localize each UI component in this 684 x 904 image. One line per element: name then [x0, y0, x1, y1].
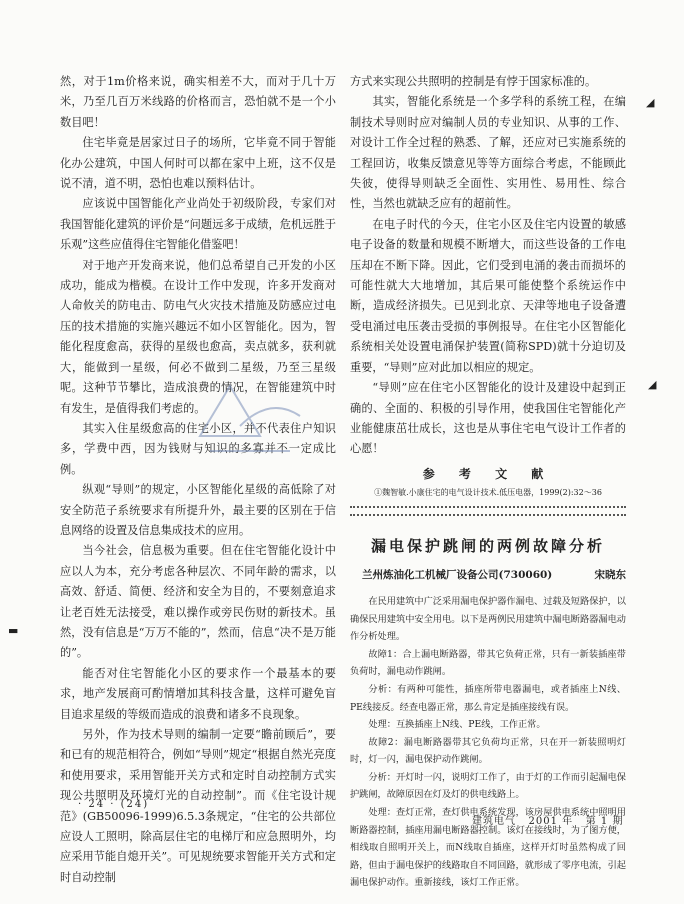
paragraph: 在电子时代的今天，住宅小区及住宅内设置的敏感电子设备的数量和规模不断增大，而这些设备的工作电压却在不断下降。因此，它们受到电涌的袭击而损坏的可能性就大大地增加，其后果可能使整个系统运作中断，造成经济损失。已见到北京、天津等地电子设备遭受电涌过电压袭击受损的事例报导。在住宅小区智能化系统相关处设置电涌保护装置(简称SPD)就十分迫切及重要，“导则”应对此加以相应的规定。	[350, 217, 626, 374]
journal-year: 2001 年	[528, 816, 574, 827]
scan-mark: ◢	[646, 96, 655, 109]
article-paragraph: 故障1：合上漏电断路器，带其它负荷正常，只有一新装插座带负荷时，漏电动作跳闸。	[350, 648, 626, 678]
paragraph: 其实，智能化系统是一个多学科的系统工程，在编制技术导则时应对编制人员的专业知识、从事的工作、对设计工作全过程的熟悉、了解，还应对已实施系统的工程回访，收集反馈意见等等方面综合考虑，不能顾此失彼，使得导则缺乏全面性、实用性、易用性、综合性，当然也就缺乏应有的超前性。	[350, 95, 626, 211]
scan-mark: ◢	[648, 378, 657, 391]
paragraph: 然，对于1m价格来说，确实相差不大，而对于几十万米，乃至几百万米线路的价格而言，恐怕就不是一个小数目吧！	[60, 75, 336, 129]
journal-name: 建筑电气	[472, 816, 516, 827]
author-organization: 兰州炼油化工机械厂设备公司(730060)	[362, 568, 553, 581]
section-divider	[350, 506, 626, 516]
page-number: · 24 · (24)	[78, 799, 150, 810]
article-body	[350, 593, 626, 892]
paragraph: 当今社会，信息极为重要。但在住宅智能化设计中应以人为本，充分考虑各种层次、不同年龄的需求，以高效、舒适、简便、经济和安全为目的，不要刻意追求让老百姓无法接受，难以操作或旁民伤财的新技术。虽然，没有信息是“万万不能的”，然而，信息“决不是万能的”。	[60, 544, 336, 660]
article-paragraph: 处理：查灯正常，查灯供电系统发现，该房屋供电系统中照明用断路器控制，插座用漏电断路器控制。该灯在接线时，为了图方便，相线取自照明开关上，而N线取自插座，这样开灯时虽然构成了回路，但由于漏电保护的线路取自不同回路，就形成了零序电流，引起漏电保护动作。重新接线，该灯工作正常。	[350, 807, 626, 889]
references-heading: 参 考 文 献	[422, 466, 554, 481]
article-continuation	[350, 72, 626, 460]
paragraph: 纵观“导则”的规定，小区智能化星级的高低除了对安全防范子系统要求有所提升外，最主要的区别在于信息网络的设置及信息集成技术的应用。	[60, 483, 336, 537]
right-column	[350, 72, 626, 892]
paragraph: 应该说中国智能化产业尚处于初级阶段，专家们对我国智能化建筑的评价是“问题远多于成绩，危机远胜于乐观”这些应值得住宅智能化借鉴吧！	[60, 197, 336, 252]
article-paragraph: 分析：有两种可能性，插座所带电器漏电，或者插座上N线、PE线接反。经查电器正常，那么肯定是插座接线有误。	[350, 683, 626, 713]
left-column	[60, 72, 336, 888]
paragraph: 住宅毕竟是居家过日子的场所，它毕竟不同于智能化办公建筑，中国人何时可以都在家中上班，这不仅是说不清，道不明，恐怕也难以预料估计。	[60, 136, 336, 191]
paragraph: 其实入住星级愈高的住宅小区，并不代表住户知识多，学费中西，因为钱财与知识的多寡并不一定成比例。	[60, 421, 336, 476]
reference-item: ①魏智敏.小康住宅的电气设计技术.低压电器，1999(2):32～36	[374, 488, 602, 498]
article-paragraph: 分析：开灯时一闪，说明灯工作了，由于灯的工作而引起漏电保护跳闸，故障原因在灯及灯的供电线路上。	[350, 771, 626, 801]
author-name: 宋晓东	[594, 568, 626, 581]
paragraph: 对于地产开发商来说，他们总希望自己开发的小区成功，能成为楷模。在设计工作中发现，许多开发商对人命攸关的防电击、防电气火灾技术措施及防感应过电压的技术措施的实施兴趣远不如小区智能化。因为，智能化程度愈高，获得的星级也愈高，卖点就多，获利就大，能做到一星级，何必不做到二星级，乃至三星级呢。这种节节攀比，造成浪费的情况，在智能建筑中时有发生，是值得我们考虑的。	[60, 258, 336, 415]
journal-issue: 第 1 期	[585, 816, 624, 827]
paragraph: “导则”应在住宅小区智能化的设计及建设中起到正确的、全面的、积极的引导作用，使我国住宅智能化产业能健康茁壮成长，这也是从事住宅电气设计工作者的心愿！	[350, 381, 626, 456]
article-paragraph: 故障2：漏电断路器带其它负荷均正常，只在开一新装照明灯时，灯一闪，漏电保护动作跳闸。	[350, 736, 626, 766]
journal-footer	[472, 812, 623, 827]
article-paragraph: 处理：互换插座上N线、PE线，工作正常。	[368, 719, 546, 731]
article-paragraph: 在民用建筑中广泛采用漏电保护器作漏电、过载及短路保护，以确保民用建筑中安全用电。以下是两例民用建筑中漏电断路器漏电动作分析处理。	[350, 595, 626, 643]
paragraph: 能否对住宅智能化小区的要求作一个最基本的要求，地产发展商可酌情增加其科技含量，这样可避免盲目追求星级的等级而造成的浪费和诸多不良现象。	[60, 666, 336, 721]
paragraph: 另外，作为技术导则的编制一定要“瞻前顾后”，要和已有的规范相符合，例如“导则”规定“根据自然光亮度和使用要求，采用智能开关方式和定时自动控制方式实现公共照明及环境灯光的自动控制”。而《住宅设计规范》(GB50096-1999)6.5.3条规定，“住宅的公共部位应设人工照明，除高层住宅的电梯厅和应急照明外，均应采用节能自熄开关”。可见规统要求智能开关方式和定时自动控制	[60, 728, 336, 884]
paragraph: 方式来实现公共照明的控制是有悖于国家标准的。	[350, 75, 597, 88]
author-line	[362, 565, 626, 585]
article-title: 漏电保护跳闸的两例故障分析	[370, 537, 605, 556]
scan-mark: ▬	[8, 624, 19, 637]
